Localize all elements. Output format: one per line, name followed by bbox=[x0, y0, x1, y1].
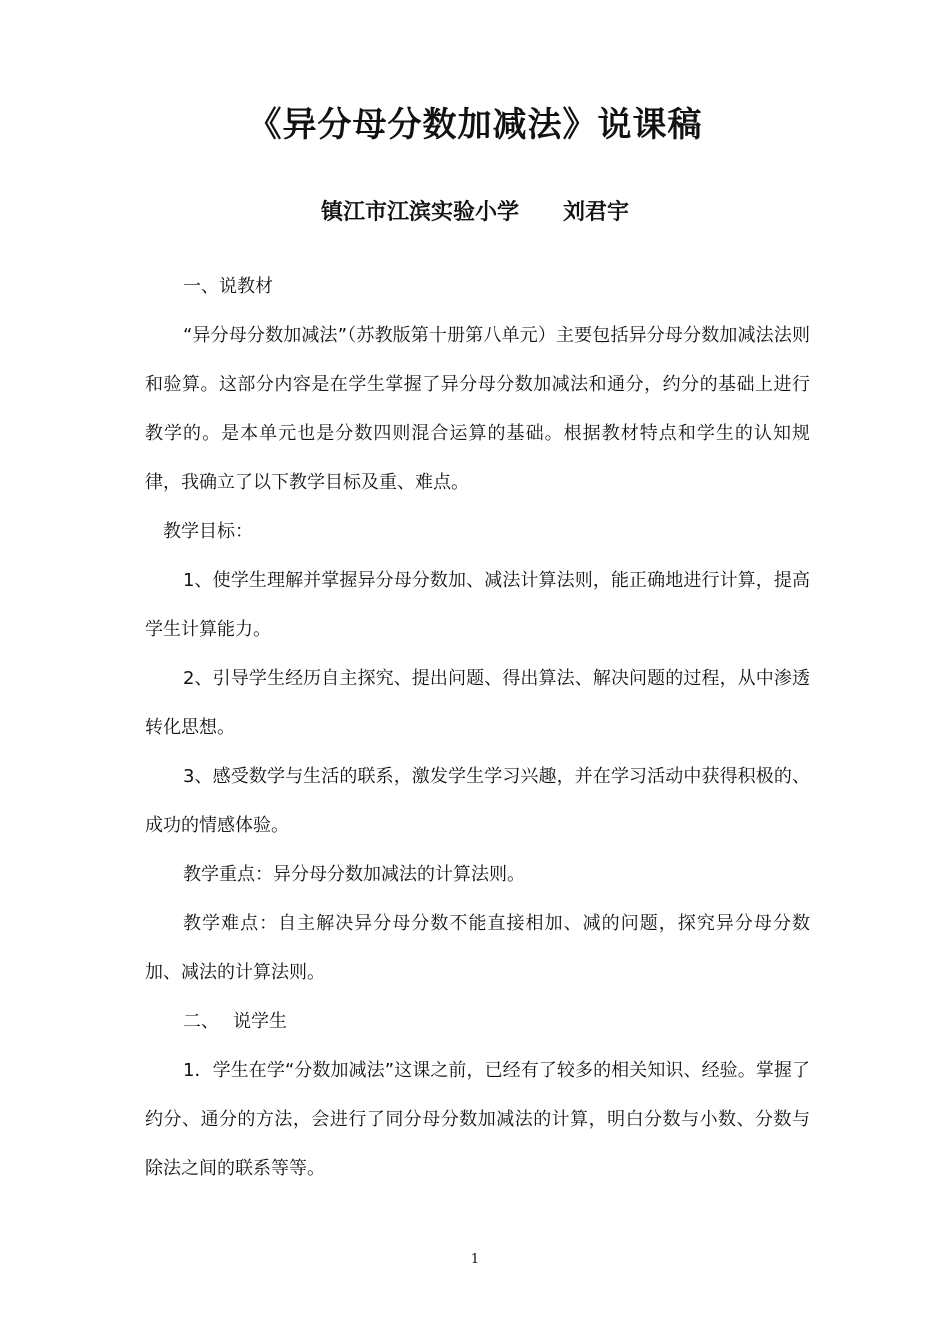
author-school: 镇江市江滨实验小学 bbox=[320, 200, 519, 225]
teaching-goals-heading: 教学目标： bbox=[163, 521, 253, 542]
teaching-goal-3: 3、感受数学与生活的联系，激发学生学习兴趣，并在学习活动中获得积极的、成功的情感体验。 bbox=[145, 766, 810, 836]
author-name: 刘君宇 bbox=[563, 200, 630, 225]
section-heading-students-number: 二、 bbox=[183, 1011, 219, 1032]
section-heading-students bbox=[145, 997, 810, 1046]
page-number: 1 bbox=[470, 1252, 480, 1267]
paragraph-students-1: 1．学生在学“分数加减法”这课之前，已经有了较多的相关知识、经验。掌握了约分、通分的方法，会进行了同分母分数加减法的计算，明白分数与小数、分数与除法之间的联系等等。 bbox=[145, 1060, 810, 1179]
document-title: 《异分母分数加减法》说课稿 bbox=[247, 105, 703, 145]
paragraph-teaching-material: “异分母分数加减法”（苏教版第十册第八单元）主要包括异分母分数加减法法则和验算。这部分内容是在学生掌握了异分母分数加减法和通分，约分的基础上进行教学的。是本单元也是分数四则混合运算的基础。根据教材特点和学生的认知规律，我确立了以下教学目标及重、难点。 bbox=[145, 325, 810, 493]
section-heading-teaching-material: 一、说教材 bbox=[183, 276, 273, 297]
teaching-goal-2: 2、引导学生经历自主探究、提出问题、得出算法、解决问题的过程，从中渗透转化思想。 bbox=[145, 668, 810, 738]
document-body bbox=[145, 262, 810, 1193]
teaching-key-point: 教学重点：异分母分数加减法的计算法则。 bbox=[183, 864, 525, 885]
teaching-goal-1: 1、使学生理解并掌握异分母分数加、减法计算法则，能正确地进行计算，提高学生计算能力。 bbox=[145, 570, 810, 640]
author-line bbox=[0, 193, 950, 233]
teaching-difficult-point: 教学难点：自主解决异分母分数不能直接相加、减的问题，探究异分母分数加、减法的计算法则。 bbox=[145, 913, 810, 983]
section-heading-students-text: 说学生 bbox=[233, 1011, 287, 1032]
